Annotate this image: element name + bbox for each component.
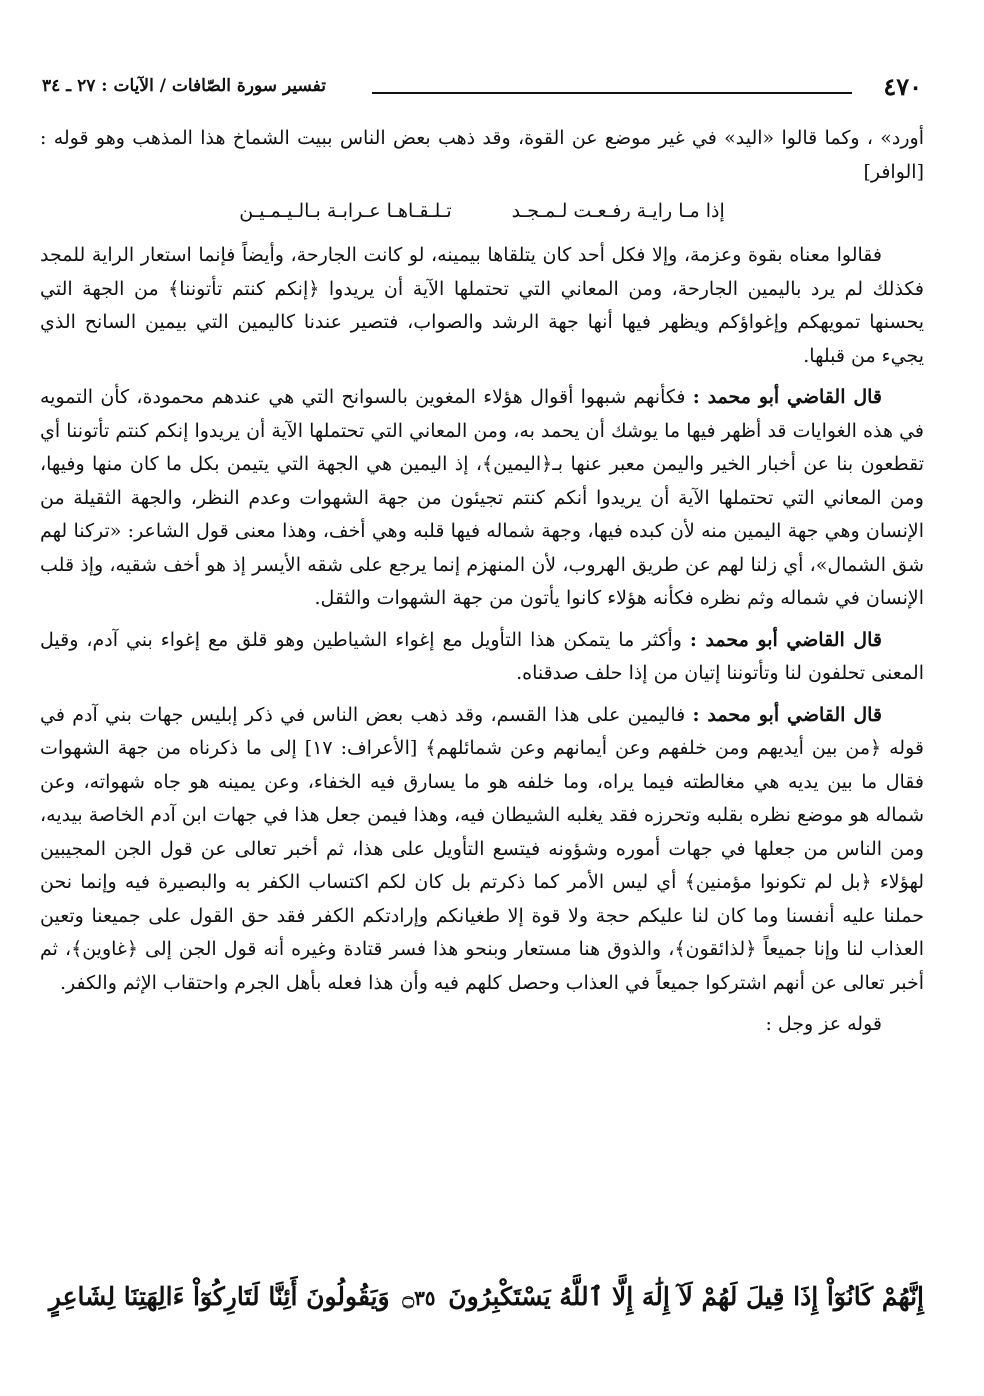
paragraph-5-text: فاليمين على هذا القسم، وقد ذهب بعض الناس في ذكر إبليس جهات بني آدم في قوله ﴿من بين أيديهم ومن خلفهم وعن أيمانهم وعن شمائلهم﴾ [الأعراف: ١٧] إلى ما ذكرناه من جهة الشهوات فقال ما بين يديه هي مغالطته فيما يراه، وما خلفه هو ما يسارق فيه الخفاء، وعن يمينه هو جاه شهواته، وعن شماله هو موضع نظره بقلبه وتحرزه فقد يغلبه الشيطان فيه، وهذا فيمن جعل هذا في جهات ابن آدم الخاصة بيديه، ومن الناس من جعلها في جهات أموره وشؤونه فيتسع التأويل على هذا، ثم أخبر تعالى عن قول الجن المجيبين لهؤلاء ﴿بل لم تكونوا مؤمنين﴾ أي ليس الأمر كما ذكرتم بل كان لكم اكتساب الكفر به والبصيرة فيه وإنما نحن حملنا عليه أنفسنا وما كان لنا عليكم حجة ولا قوة إلا طغيانكم وإرادتكم الكفر فقد حق القول على جميعنا وتعين العذاب لنا وإنا جميعاً ﴿لذائقون﴾، والذوق هنا مستعار وبنحو هذا فسر قتادة وغيره أنه قول الجن إلى ﴿غاوين﴾، ثم أخبر تعالى عن أنهم اشتركوا جميعاً في العذاب وحصل كلهم فيه وأن هذا فعله بأهل الجرم واحتقاب الإثم والكفر.: [40, 703, 924, 994]
verse-hemistich-2: تـلـقـاهـا عـرابـة بـالـيـمـيـن: [239, 200, 452, 222]
speaker-label: قال القاضي أبو محمد :: [689, 628, 882, 651]
quran-verse-part-1: إِنَّهُمْ كَانُوٓاْ إِذَا قِيلَ لَهُمْ لَآ إِلَٰهَ إِلَّا ٱللَّهُ يَسْتَكْبِرُونَ: [448, 1282, 924, 1311]
quran-verse: [40, 1272, 924, 1323]
paragraph-4-text: وأكثر ما يتمكن هذا التأويل مع إغواء الشياطين وهو قلق مع إغواء بني آدم، وقيل المعنى تحلفون لنا وتأتوننا إتيان من إذا حلف صدقناه.: [40, 628, 924, 684]
paragraph-3: [40, 381, 924, 616]
paragraph-3-text: فكأنهم شبهوا أقوال هؤلاء المغوين بالسوانح التي هي عندهم محمودة، كأن التمويه في هذه الغوايات قد أظهر فيها ما يوشك أن يحمد به، ومن المعاني التي تحتملها الآية أن يريدوا إنكم كنتم تأتوننا أي تقطعون بنا عن أخبار الخير واليمن معبر عنها بـ﴿اليمين﴾، إذ اليمين هي الجهة التي يتيمن بكل ما كان منها وفيها، ومن المعاني التي تحتملها الآية أن يريدوا أنكم كنتم تجيئون من جهة الشهوات وعدم النظر، والجهة الثقيلة من الإنسان وهي جهة اليمين منه لأن كبده فيها، وجهة شماله فيها قلبه وهي أخف، وهذا معنى قول الشاعر: «تركنا لهم شق الشمال»، أي زلنا لهم عن طريق الهروب، لأن المنهزم إنما يرجع على شقه الأيسر إذ هو أخف شقيه، وإذ قلب الإنسان في شماله وثم نظره فكأنه هؤلاء كانوا يأتون من جهة الشهوات والثقل.: [40, 386, 924, 609]
verse-hemistich-1: إذا مـا رايـة رفـعـت لـمـجـد: [511, 200, 725, 222]
speaker-label: قال القاضي أبو محمد :: [692, 386, 882, 408]
paragraph-1: أورد» ، وكما قالوا «اليد» في غير موضع عن القوة، وقد ذهب بعض الناس ببيت الشماخ هذا المذهب وهو قوله : [الوافر]: [40, 127, 924, 183]
paragraph-6: قوله عز وجل :: [765, 1013, 882, 1035]
paragraph-5: [40, 699, 924, 1001]
page-header: [42, 72, 922, 102]
paragraph-4: [40, 624, 924, 691]
header-rule: [372, 92, 852, 94]
commentary-text: [40, 122, 924, 1042]
speaker-label: قال القاضي أبو محمد :: [692, 703, 883, 726]
ayah-number-marker: ۝٣٥: [402, 1286, 436, 1310]
quran-verse-part-2: وَيَقُولُونَ أَئِنَّا لَتَارِكُوٓاْ ءَالِهَتِنَا لِشَاعِرٍ: [48, 1282, 390, 1311]
paragraph-2: فقالوا معناه بقوة وعزمة، وإلا فكل أحد كان يتلقاها بيمينه، لو كانت الجارحة، وأيضاً فإنما استعار الراية للمجد فكذلك لم يرد باليمين الجارحة، ومن المعاني التي تحتملها الآية أن يريدوا ﴿إنكم كنتم تأتوننا﴾ من الجهة التي يحسنها تمويهكم وإغواؤكم ويظهر فيها أنها جهة الرشد والصواب، فتصير عندنا كاليمين التي بيمين السانح الذي يجيء من قبلها.: [40, 244, 924, 367]
poetry-verse: [40, 191, 924, 231]
running-title: تفسير سورة الصّافات / الآيات : ٢٧ ـ ٣٤: [42, 76, 326, 96]
page-number: ٤٧٠: [883, 72, 922, 101]
